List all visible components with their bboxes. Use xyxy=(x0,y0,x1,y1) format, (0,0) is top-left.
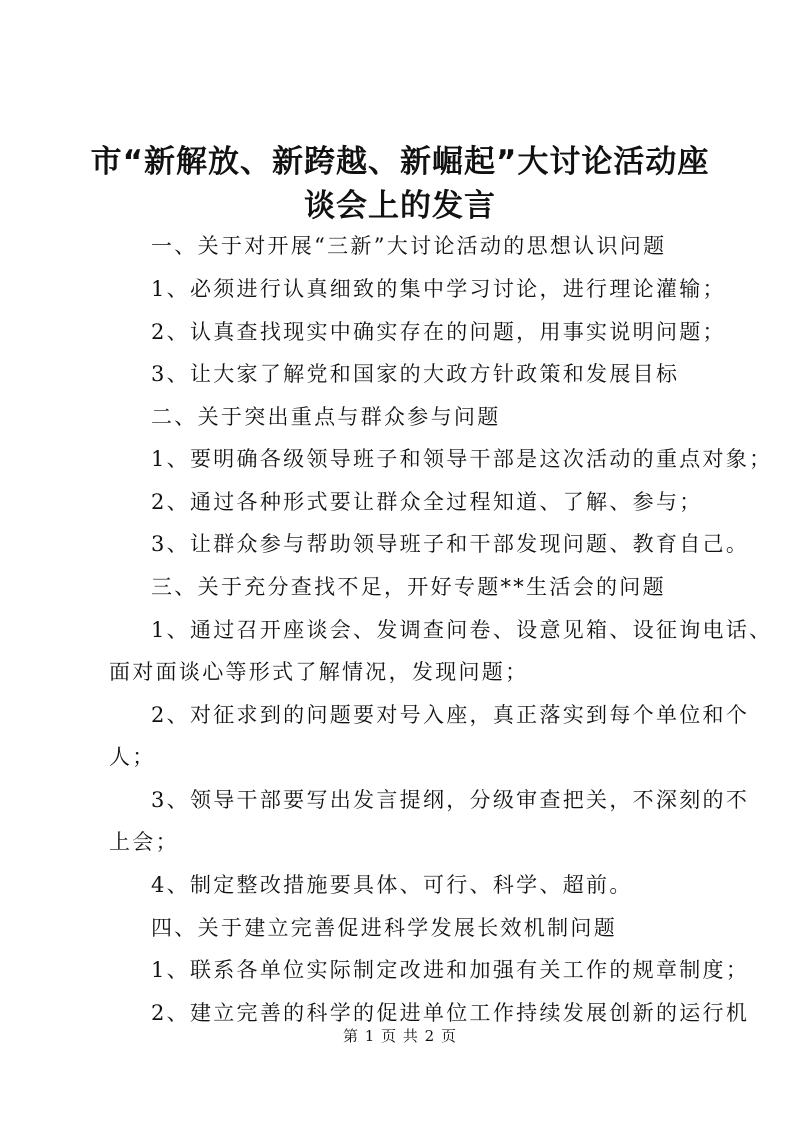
page-number-footer: 第 1 页 共 2 页 xyxy=(343,1027,457,1045)
paragraph-line: 1、联系各单位实际制定改进和加强有关工作的规章制度； xyxy=(151,958,750,982)
section-heading-3: 三、关于充分查找不足，开好专题**生活会的问题 xyxy=(151,575,666,599)
paragraph-line: 2、对征求到的问题要对号入座，真正落实到每个单位和个 xyxy=(151,703,750,727)
section-heading-1: 一、关于对开展“三新”大讨论活动的思想认识问题 xyxy=(151,234,667,258)
document-title-line-2: 谈会上的发言 xyxy=(304,188,496,224)
paragraph-line: 1、通过召开座谈会、发调查问卷、设意见箱、设征询电话、 xyxy=(151,618,773,642)
paragraph-line: 面对面谈心等形式了解情况，发现问题； xyxy=(109,660,529,684)
paragraph-line: 3、让大家了解党和国家的大政方针政策和发展目标 xyxy=(151,362,680,386)
paragraph-line: 上会； xyxy=(109,830,179,854)
section-heading-4: 四、关于建立完善促进科学发展长效机制问题 xyxy=(151,916,617,940)
paragraph-line: 2、建立完善的科学的促进单位工作持续发展创新的运行机 xyxy=(151,1001,750,1025)
section-heading-2: 二、关于突出重点与群众参与问题 xyxy=(151,405,501,429)
document-title-line-1: 市“新解放、新跨越、新崛起”大讨论活动座 xyxy=(90,144,710,180)
paragraph-line: 2、认真查找现实中确实存在的问题，用事实说明问题； xyxy=(151,320,726,344)
paragraph-line: 3、领导干部要写出发言提纲，分级审查把关，不深刻的不 xyxy=(151,788,750,812)
paragraph-line: 1、必须进行认真细致的集中学习讨论，进行理论灌输； xyxy=(151,277,726,301)
paragraph-line: 1、要明确各级领导班子和领导干部是这次活动的重点对象； xyxy=(151,447,773,471)
paragraph-line: 3、让群众参与帮助领导班子和干部发现问题、教育自己。 xyxy=(151,532,750,556)
paragraph-line: 2、通过各种形式要让群众全过程知道、了解、参与； xyxy=(151,490,703,514)
paragraph-line: 4、制定整改措施要具体、可行、科学、超前。 xyxy=(151,873,633,897)
paragraph-line: 人； xyxy=(109,745,156,769)
